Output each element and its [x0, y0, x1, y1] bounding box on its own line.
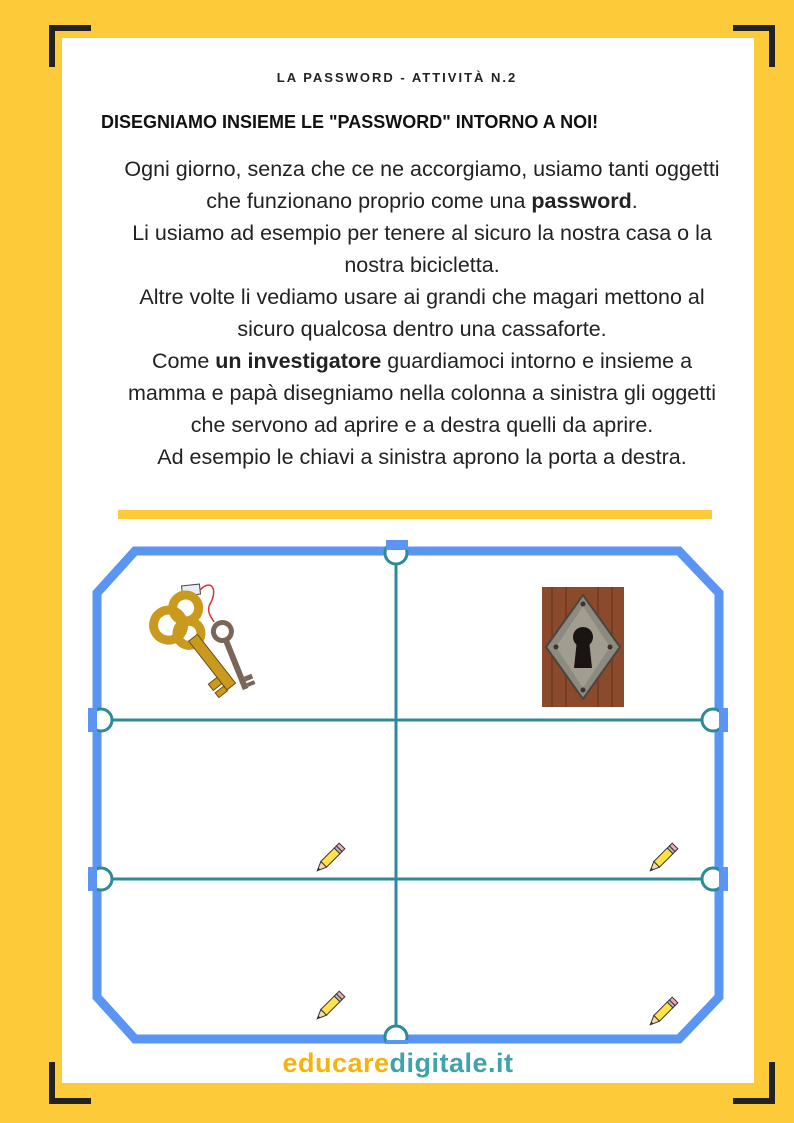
paragraph-1-bold: password: [531, 189, 632, 213]
paragraph-3: Altre volte li vediamo usare ai grandi che magari mettono al sicuro qualcosa dentro una cassaforte.: [139, 285, 705, 341]
logo-part-2: digitale.it: [389, 1048, 514, 1078]
brand-logo[interactable]: [265, 1044, 531, 1082]
pencil-icon: [647, 843, 677, 873]
paragraph-5: Ad esempio le chiavi a sinistra aprono la porta a destra.: [157, 445, 687, 469]
paragraph-4a: Come: [151, 349, 216, 373]
paragraph-1b: .: [631, 189, 638, 213]
logo-part-1: educare: [282, 1048, 390, 1078]
pencil-icon: [314, 843, 344, 873]
keys-illustration: [147, 584, 256, 704]
keyhole-photo: [542, 587, 624, 707]
page-title: DISEGNIAMO INSIEME LE "PASSWORD" INTORNO A NOI!: [101, 112, 599, 132]
paragraph-1a: Ogni giorno, senza che ce ne accorgiamo, usiamo tanti oggetti che funzionano proprio come una: [124, 157, 720, 213]
paragraph-4-bold: un investigatore: [215, 349, 382, 373]
pencil-icon: [647, 997, 677, 1027]
activity-label: LA PASSWORD - ATTIVITÀ N.2: [276, 70, 518, 85]
paragraph-4b: guardiamoci intorno e insieme a mamma e papà disegniamo nella colonna a sinistra gli oggetti che servono ad aprire e a destra quelli da aprire.: [127, 349, 716, 437]
pencil-icon: [314, 991, 344, 1021]
paragraph-2: Li usiamo ad esempio per tenere al sicuro la nostra casa o la nostra bicicletta.: [132, 221, 712, 277]
